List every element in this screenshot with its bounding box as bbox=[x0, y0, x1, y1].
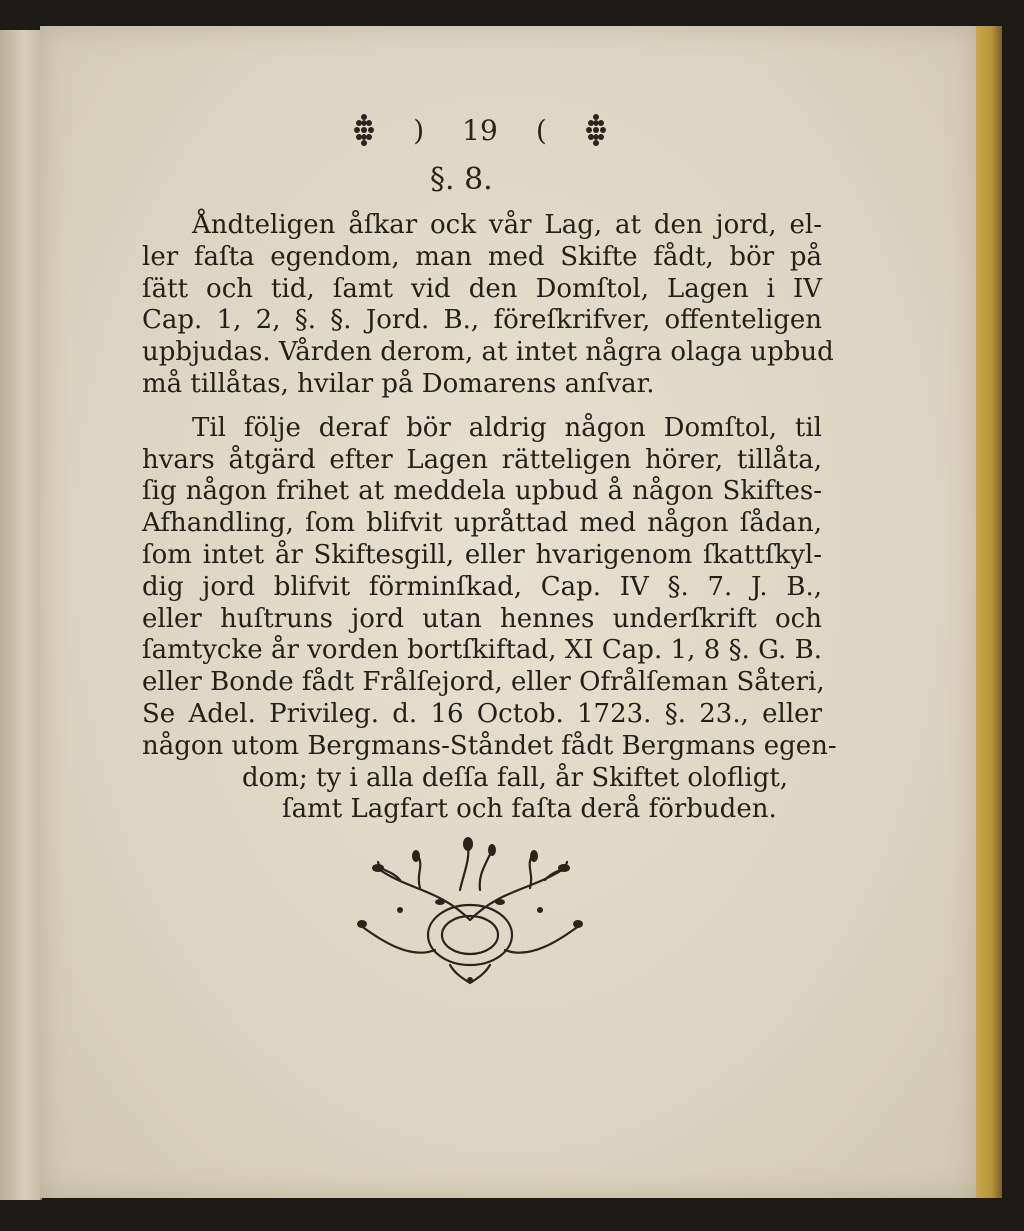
text-line: må tillåtas, hvilar på Domarens anſvar. bbox=[142, 368, 655, 399]
text-line: ſätt och tid, ſamt vid den Domſtol, Lagen i IV bbox=[142, 273, 822, 304]
section-heading: §. 8. bbox=[430, 162, 493, 197]
gilt-page-edge bbox=[976, 26, 1002, 1198]
text-line: dig jord blifvit förminſkad, Cap. IV §. 7. J. B., bbox=[142, 571, 822, 602]
text-line: eller Bonde fådt Frålſejord, eller Ofrålſeman Såteri, bbox=[142, 667, 825, 698]
text-line: Se Adel. Privileg. d. 16 Octob. 1723. §. 23., eller bbox=[142, 698, 822, 729]
text-line: Til följe deraf bör aldrig någon Domſtol, til bbox=[192, 412, 822, 443]
page-number: 19 bbox=[462, 113, 498, 147]
running-header bbox=[290, 108, 670, 152]
paragraph-1 bbox=[142, 210, 834, 401]
text-line: dom; ty i alla deſſa fall, år Skiftet olofligt, bbox=[242, 762, 789, 793]
flower-ornament-icon bbox=[585, 113, 607, 147]
text-line: Åndteligen åſkar ock vår Lag, at den jord, el- bbox=[192, 210, 822, 240]
header-left-paren: ) bbox=[413, 113, 425, 147]
text-line: hvars åtgärd efter Lagen rätteligen hörer, tillåta, bbox=[142, 444, 822, 475]
text-line: ſamt Lagfart och faſta derå förbuden. bbox=[282, 794, 777, 825]
text-line: eller huſtruns jord utan hennes underſkrift och bbox=[142, 603, 822, 634]
text-line: Afhandling, ſom blifvit upråttad med någon ſådan, bbox=[142, 508, 822, 539]
text-line: upbjudas. Vården derom, at intet några olaga upbud bbox=[142, 337, 834, 368]
header-right-paren: ( bbox=[535, 113, 547, 147]
text-line: ler faſta egendom, man med Skifte fådt, bör på bbox=[142, 241, 822, 272]
body-text bbox=[142, 210, 837, 826]
text-line: Cap. 1, 2, §. §. Jord. B., föreſkrifver, offenteligen bbox=[142, 305, 822, 336]
previous-page-edge bbox=[0, 30, 42, 1200]
floral-vignette-icon bbox=[340, 830, 600, 990]
text-line: ſamtycke år vorden bortſkiftad, XI Cap. 1, 8 §. G. B. bbox=[142, 635, 822, 666]
text-line: någon utom Bergmans-Ståndet fådt Bergmans egen- bbox=[142, 730, 837, 761]
paragraph-2 bbox=[142, 412, 837, 826]
text-line: ſom intet år Skiftesgill, eller hvarigenom ſkattſkyl- bbox=[142, 539, 822, 570]
text-line: ſig någon frihet at meddela upbud å någon Skiftes- bbox=[142, 476, 822, 507]
flower-ornament-icon bbox=[353, 113, 375, 147]
